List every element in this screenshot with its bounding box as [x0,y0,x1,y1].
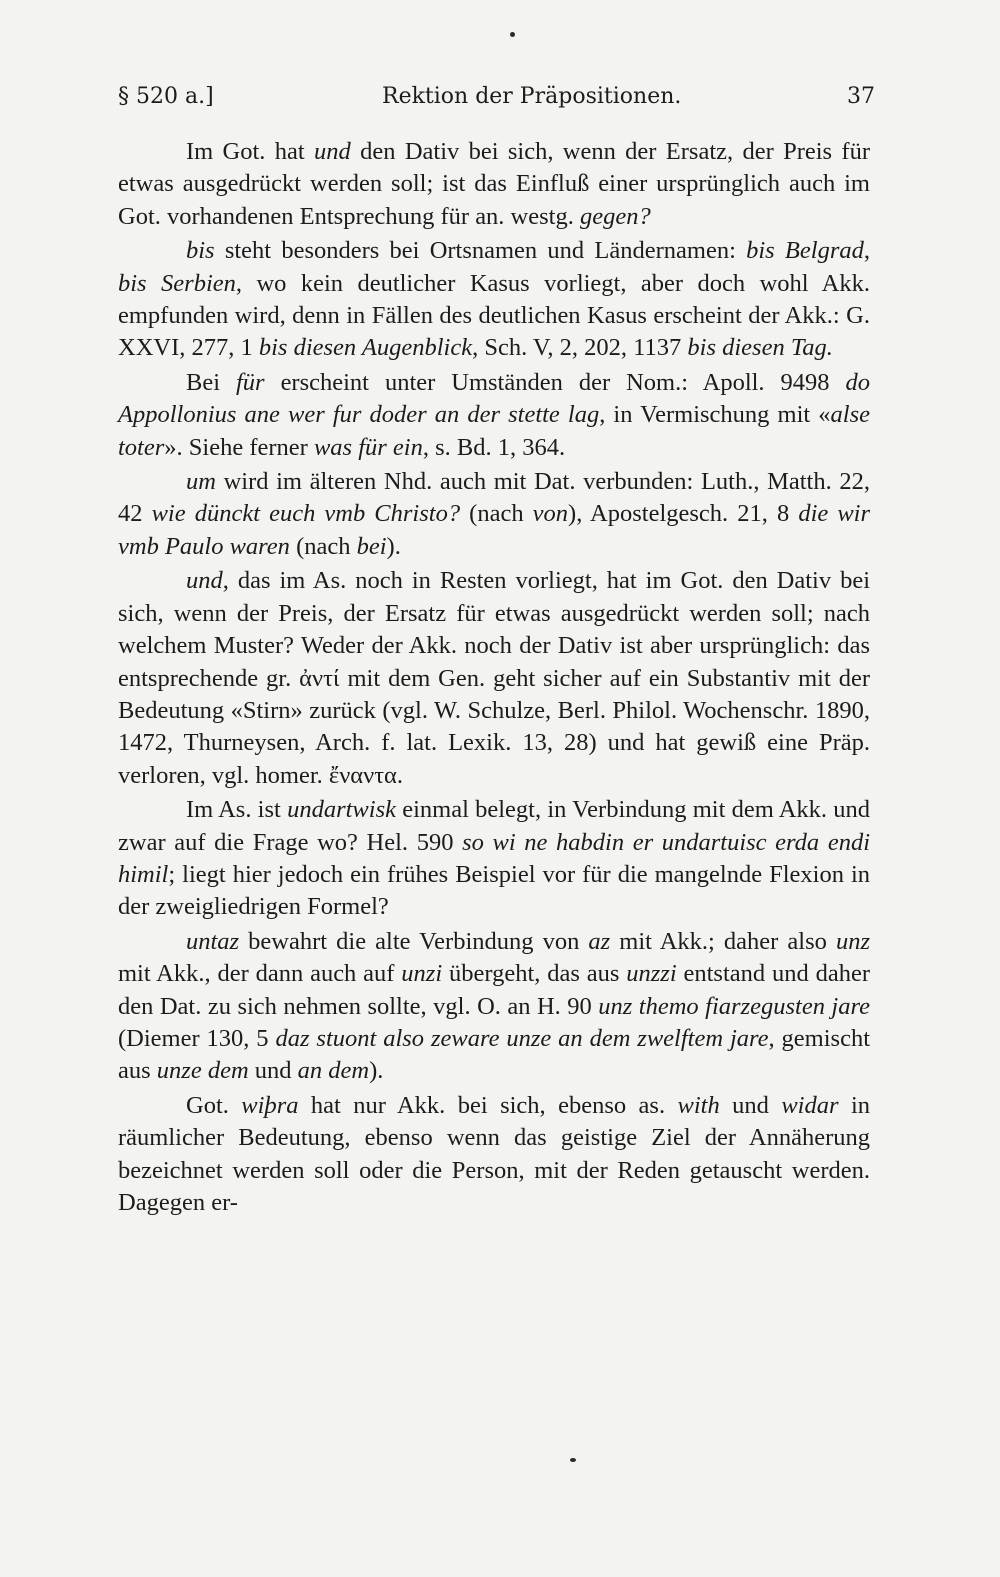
text-run: ). [386,532,401,560]
italic-text: bis Serbien [118,269,236,297]
running-header [118,80,875,114]
italic-text: do Appollonius ane wer fur doder an der stette lag [118,368,870,429]
italic-text: widar [781,1091,839,1119]
text-run: mit Akk., der dann auch auf [118,960,402,988]
text-run: Im As. ist [186,796,288,824]
text-run: hat nur Akk. bei sich, ebenso as. [298,1091,678,1119]
text-run: , wo kein deutlicher Kasus vorliegt, aber doch wohl Akk. empfunden wird, denn in Fällen des deutlichen Kasus erscheint der Akk.: G. XXVI, 277, 1 [118,269,870,362]
italic-text: unzzi [626,960,677,988]
text-run: bewahrt die alte Verbindung von [239,927,589,955]
italic-text: an dem [297,1057,370,1085]
italic-text: alse toter [118,401,871,461]
italic-text: gegen? [579,202,651,230]
text-run: , in Vermischung mit « [599,401,831,429]
paragraph [118,926,870,1088]
italic-text: und [186,567,223,595]
text-run: den Dativ bei sich, wenn der Ersatz, der Preis für etwas ausgedrückt werden soll; ist das Einfluß einer ursprünglich auch im Got. vorhandenen Entsprechung für an. westg. [118,138,870,230]
page-number: 37 [847,84,875,109]
text-run: , Sch. V, 2, 202, 1137 [472,334,688,362]
text-run: , [863,237,870,265]
italic-text: wie dünckt euch vmb Christo? [151,500,461,528]
italic-text: bis Belgrad [746,237,864,265]
italic-text: die wir vmb Paulo waren [118,500,871,560]
italic-text: von [532,500,569,528]
text-run: entstand und daher den Dat. zu sich nehmen sollte, vgl. O. an H. 90 [118,960,870,1020]
paragraph [118,136,870,233]
text-run: übergeht, das aus [442,960,627,988]
italic-text: unzi [401,960,443,988]
italic-text: bis diesen Augenblick [258,334,473,362]
header-title: Rektion der Präpositionen. [382,84,682,109]
text-run: Bei [186,368,236,396]
text-run: (Diemer 130, 5 [118,1024,276,1052]
paragraph [118,565,870,792]
text-run: in räumlicher Bedeutung, ebenso wenn das geistige Ziel der Annäherung bezeichnet werden soll oder die Person, mit der Reden getauscht werden. Dagegen er- [118,1091,870,1216]
italic-text: bis diesen Tag. [687,334,833,362]
italic-text: wiþra [241,1091,299,1119]
italic-text: with [677,1091,720,1119]
text-run: wird im älteren Nhd. auch mit Dat. verbunden: Luth., Matth. 22, 42 [118,468,870,528]
text-run: , gemischt aus [118,1024,870,1085]
italic-text: undartwisk [287,796,396,824]
italic-text: unz themo fiarzegusten jare [598,992,870,1020]
italic-text: so wi ne habdin er undartuisc erda endi himil [118,828,870,888]
text-run: Got. [186,1091,242,1119]
text-run: ». Siehe ferner [164,433,314,461]
text-run: einmal belegt, in Verbindung mit dem Akk. und zwar auf die Frage wo? Hel. 590 [118,796,871,856]
paragraph [118,794,870,924]
italic-text: bei [356,532,387,560]
text-run: ), Apostelgesch. 21, 8 [568,500,799,528]
ink-speck-bottom [570,1458,576,1462]
italic-text: für [236,368,265,396]
paragraph [118,466,870,563]
text-run: ; liegt hier jedoch ein frühes Beispiel vor für die mangelnde Flexion in der zweigliedrigen Formel? [118,860,870,921]
text-run: (nach [460,500,533,528]
italic-text: unz [835,927,870,955]
italic-text: und [314,138,351,165]
ink-speck-top [510,32,515,37]
text-run: mit Akk.; daher also [610,927,836,955]
italic-text: az [588,927,611,955]
italic-text: untaz [186,927,240,955]
body-text [118,136,870,1219]
italic-text: was für ein [313,433,423,461]
text-run: erscheint unter Umständen der Nom.: Apoll. 9498 [264,368,846,396]
text-run: und [248,1057,298,1085]
paragraph [118,1090,870,1220]
paragraph [118,367,870,464]
text-run: und [719,1091,782,1119]
italic-text: um [186,468,216,496]
text-run: Im Got. hat [186,138,315,165]
italic-text: bis [186,237,215,265]
text-run: steht besonders bei Ortsnamen und Ländernamen: [214,237,747,265]
text-run: (nach [289,532,357,560]
header-section-ref: § 520 a.] [118,84,214,109]
paragraph [118,235,870,365]
italic-text: daz stuont also zeware unze an dem zwelftem jare [275,1024,769,1052]
text-run: , das im As. noch in Resten vorliegt, hat im Got. den Dativ bei sich, wenn der Preis, der Ersatz für etwas ausgedrückt werden soll; nach welchem Muster? Weder der Akk. noch der Dativ ist aber ursprünglich: das entsprechende gr. ἀντί mit dem Gen. geht sicher auf ein Substantiv mit der Bedeutung «Stirn» zurück (vgl. W. Schulze, Berl. Philol. Wochenschr. 1890, 1472, Thurneysen, Arch. f. lat. Lexik. 13, 28) und hat gewiß eine Präp. verloren, vgl. homer. ἔναντα. [118,567,870,789]
italic-text: unze dem [156,1057,249,1085]
text-run: , s. Bd. 1, 364. [422,433,566,461]
text-run: ). [369,1057,384,1085]
